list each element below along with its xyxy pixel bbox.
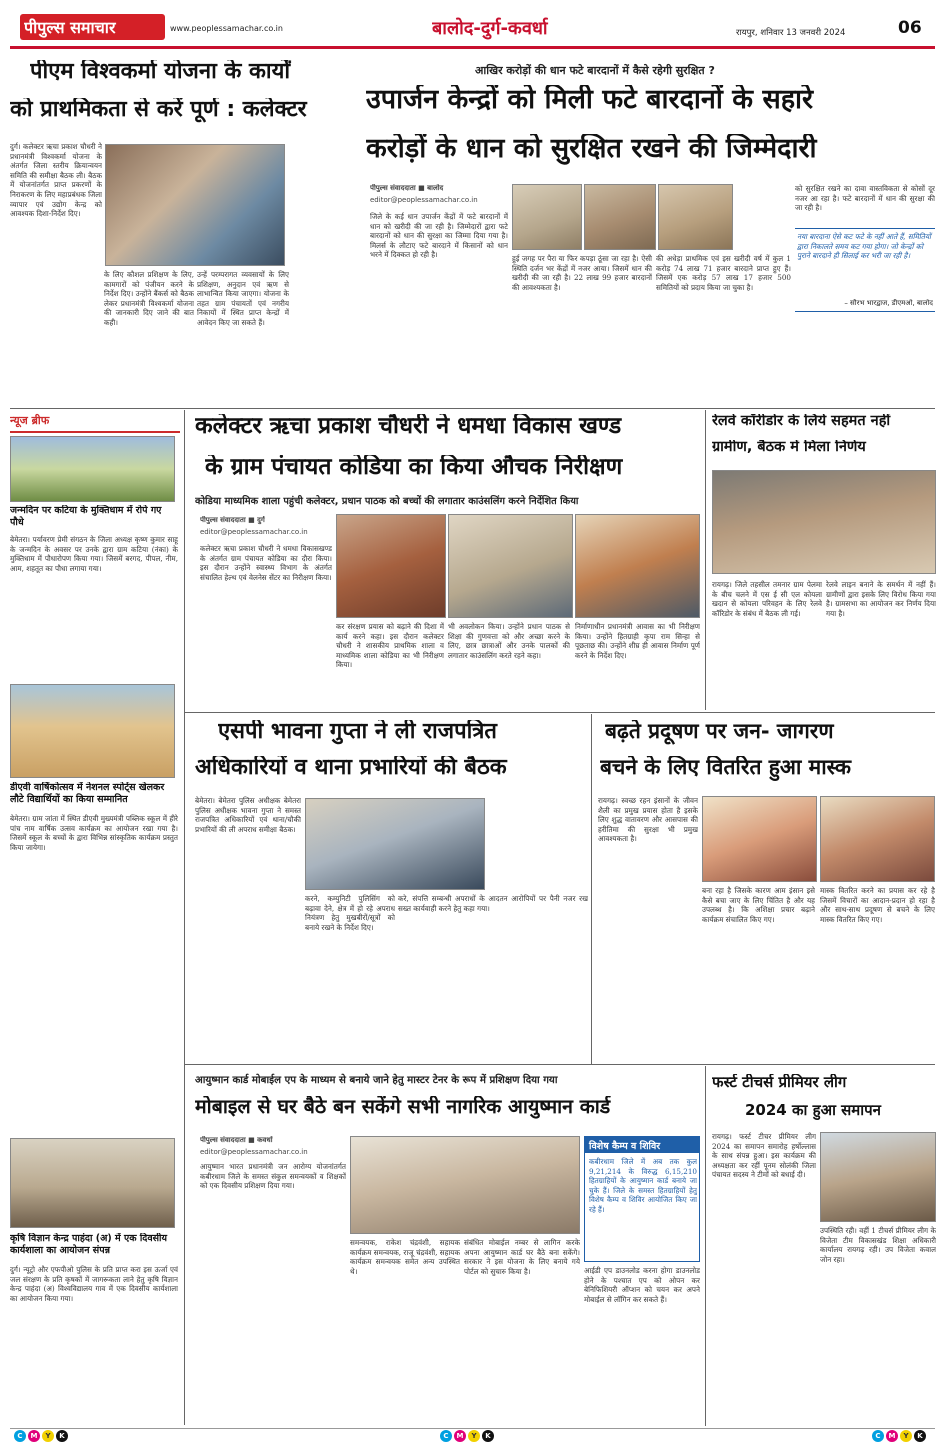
story2-quote-box xyxy=(795,228,935,312)
newsbrief-item1-text: बेमेतरा। पर्यावरण प्रेमी संगठन के जिला अध्यक्ष कृष्ण कुमार साहू के जन्मदिन के अवसर पर उनके द्वारा ग्राम कटिया (नंका) के मुक्तिधाम में पौधारोपण किया गया। जिसमें बरगद, पीपल, नीम, आम, शहतूत का पौधा लगाया गया। xyxy=(10,535,178,573)
story3-col2: कर संरक्षण प्रयास को बढ़ाने की दिशा में कार्य करने कहा। इस दौरान कलेक्टर चौधरी ने शासकीय प्राथमिक शाला व माध्यमिक शाला कोडिया का भी निरीक्षण किया। xyxy=(336,622,444,670)
newsbrief-item3-headline: कृषि विज्ञान केन्द्र पाहंदा (अ) में एक दिवसीय कार्यशाला का आयोजन संपन्न xyxy=(10,1233,167,1256)
story7-col2: समन्वयक, राकेश चंद्रवंशी, सहायक कार्यक्रम समन्वयक, राजू चंद्रवंशी, सहायक कार्यक्रम समन्वयक समेत अन्य उपस्थित थे। xyxy=(350,1238,460,1276)
story3-photo-2 xyxy=(448,514,573,618)
story7-box xyxy=(584,1136,700,1262)
story2-photo-3 xyxy=(658,184,733,250)
story4-col1: रायगढ़। जिले तहसील तमनार ग्राम पेलमा के बीच चलने में एस ई सी एल कोयला खदान से कोयला परिवहन के लिए रेलवे कॉरिडोर के संबंध में बैठक ली गई। xyxy=(712,580,822,618)
story8-photo xyxy=(820,1132,936,1222)
newsbrief-item1-headline: जन्मदिन पर कटिया के मुक्तिधाम में रोपे गए पौधे xyxy=(10,505,162,528)
story6-photo-1 xyxy=(702,796,817,882)
newsbrief-item2-headline: डीएवी वार्षिकोत्सव में नेशनल स्पोर्ट्स खेलकर लौटे विद्यार्थियों का किया सम्मानित xyxy=(10,782,165,805)
story5-photo xyxy=(305,798,485,890)
story5-col3: करे, संपत्ति सम्बन्धी अपराधों के आदतन आरोपियों पर पैनी नजर रख सख्त कार्यवाही करने हेतु कहा गया। xyxy=(398,894,588,913)
story3-col1: कलेक्टर ऋचा प्रकाश चौधरी ने धमधा विकासखण्ड के अंतर्गत ग्राम पंचायत कोडिया का दौरा किया। इस दौरान उन्होंने स्वास्थ्य विभाग के अंतर्गत संचालित हेल्थ एवं वेलनेस सेंटर का निरीक्षण किया। xyxy=(200,544,332,582)
story2-photo-2 xyxy=(584,184,656,250)
story2-headline-2: करोड़ों के धान को सुरक्षित रखने की जिम्मेदारी xyxy=(366,134,817,164)
newsbrief-photo-1 xyxy=(10,436,175,502)
divider-mid xyxy=(185,712,935,713)
story4-photo xyxy=(712,470,936,574)
story2-photo-1 xyxy=(512,184,582,250)
right-column-divider xyxy=(705,410,706,710)
story1-lead: दुर्ग। कलेक्टर ऋचा प्रकाश चौधरी ने प्रधानमंत्री विश्वकर्मा योजना के अंतर्गत जिला स्तरीय क्रियान्वयन समिति की समीक्षा बैठक ली। बैठक में योजनांतर्गत प्राप्त प्रकरणों के निराकरण के लिए महाप्रबंधक जिला व्यापार एवं उद्योग केन्द्र को आवश्यक दिशा-निर्देश दिए। xyxy=(10,142,102,219)
story5-headline-2: अधिकारियों व थाना प्रभारियों की बैठक xyxy=(195,756,507,780)
story7-email: editor@peoplessamachar.co.in xyxy=(200,1148,308,1156)
dateline: रायपुर, शनिवार 13 जनवरी 2024 xyxy=(736,28,846,38)
story1-photo xyxy=(105,144,285,266)
story7-col3: संबंधित मोबाईल नम्बर से लागिन करके अपना आयुष्मान कार्ड घर बैठे बना सकेंगे। सरकार ने इस योजना के लिए बनाये गये पोर्टल को सुचारु किया है। xyxy=(464,1238,580,1276)
story6-col2: बना रहा है जिसके कारण आम इंसान इसे कैसे बचा जाए के लिए चिंतित है और यह उपलब्ध है। कि अशिक्षा प्रचार बढ़ाने कार्यक्रम संचालित किए गए। xyxy=(702,886,815,924)
story4-col2: रेलवे लाइन बनाने के समर्थन में नहीं हैं। ग्रामीणों द्वारा इसके लिए विरोध किया गया है। ग्रामसभा का आयोजन कर निर्णय दिया गया है। xyxy=(826,580,936,618)
newsbrief-item3-text: दुर्ग। न्यूट्रो और एफपीओ पुलिस के प्रति प्राप्त करा इस ऊर्जा एवं जल संरक्षण के प्रति कृषकों में जागरूकता लाने हेतु कृषि विज्ञान केन्द्र पाहंदा (अ) विश्वविद्यालय गाव में एक दिवसीय कार्यशाला का आयोजन किया गया। xyxy=(10,1265,178,1303)
story2-byline: पीपुल्स संवाददाता ■ बालोद xyxy=(370,184,444,192)
story7-box-text: कबीरधाम जिले में अब तक कुल 9,21,214 के विरुद्ध 6,15,210 हितग्राहियों के आयुष्मान कार्ड बनाये जा चुके हैं। जिले के समस्त हितग्राहियों हेतु विशेष कैम्प व शिविर आयोजित किए जा रहे हैं। xyxy=(589,1157,697,1214)
story1-col2: के लिए कौशल प्रशिक्षण के लिए, कामगारों को पंजीयन करने के निर्देश दिए। उन्होंने बैंकर्स को बैठक लेकर प्रधानमंत्री विश्वकर्मा योजना की जानकारी दिए जाने की बात कही। xyxy=(104,270,194,327)
story3-byline: पीपुल्स संवाददाता ■ दुर्ग xyxy=(200,516,265,524)
story8-col1: रायगढ़। फर्स्ट टीचर प्रीमियर लीग 2024 का समापन समारोह हर्षोल्लास के साथ संपन्न हुआ। इस कार्यक्रम की अध्यक्षता कर रहीं पूनम सोलंकी जिला पंचायत सदस्य ने टीमों को बधाई दी। xyxy=(712,1132,816,1180)
newsbrief-photo-3 xyxy=(10,1138,175,1228)
story3-headline-1: कलेक्टर ऋचा प्रकाश चौधरी ने धमधा विकास खण्ड xyxy=(195,414,622,439)
newsbrief-item2-text: बेमेतरा। ग्राम जांता में स्थित डीएवी मुख्यमंत्री पब्लिक स्कूल में हीरे पांच नाम वार्षिक उत्सव कार्यक्रम का आयोजन रखा गया है। जिसमें स्कूल के बच्चों के द्वारा विभिन्न सांस्कृतिक कार्यक्रम प्रस्तुत किया जायेगा। xyxy=(10,814,178,852)
footer-rule xyxy=(10,1428,935,1429)
cmyk-marks-right: C M Y K xyxy=(872,1430,926,1442)
story1-headline-1: पीएम विश्वकर्मा योजना के कार्यों xyxy=(30,60,291,84)
story2-kicker: आखिर करोड़ों की धान फटे बारदानों में कैसे रहेगी सुरक्षित ? xyxy=(475,64,715,77)
story2-col3: की अधेड़ा प्राथमिक एवं इस खरीदी वर्ष में कुल 1 करोड़ 74 लाख 71 हजार बारदाने प्राप्त हुए हैं। जिसमें एक करोड़ 57 लाख 17 हजार 500 समितियों को प्रदाय किया जा चुका है। xyxy=(656,254,791,292)
story3-photo-1 xyxy=(336,514,446,618)
story3-email: editor@peoplessamachar.co.in xyxy=(200,528,308,536)
story5-col1: बेमेतरा। बेमेतरा पुलिस अधीक्षक बेमेतरा पुलिस अधीक्षक भावना गुप्ता ने समस्त राजपत्रित अधिकारियों एवं थाना/चौकी प्रभारियों की ली अपराध समीक्षा बैठक। xyxy=(195,796,301,834)
story7-col4: आईडी एप डाउनलोड करना होगा डाउनलोड होने के पश्चात एप को ओपन कर बेनिफिशियरी ऑप्शन को चयन कर अपने मोबाईल से लॉगिन कर सकते हैं। xyxy=(584,1266,700,1304)
story6-col1: रायगढ़। स्वच्छ रहन इंसानों के जीवन शैली का प्रमुख प्रयास होता है इसके लिए शुद्ध वातावरण और आसपास की हरीतिमा की सुरक्षा भी प्रमुख आवश्यकता है। xyxy=(598,796,698,844)
divider-top xyxy=(10,408,935,409)
newsbrief-label: न्यूज ब्रीफ xyxy=(10,414,50,427)
cmyk-marks-center: C M Y K xyxy=(440,1430,494,1442)
story7-headline: मोबाइल से घर बैठे बन सकेंगे सभी नागरिक आयुष्मान कार्ड xyxy=(195,1096,611,1118)
cmyk-marks-left: C M Y K xyxy=(14,1430,68,1442)
website: www.peoplessamachar.co.in xyxy=(170,24,283,33)
story2-quote: नया बारदाना ऐसे कट फटे के नहीं आते हैं, समितियों द्वारा निकालते समय कट गया होगा। जो केन्द्रों को पुराने बारदाने ही सिलाई कर भरी जा रही है। xyxy=(797,232,931,261)
newsbrief-rule xyxy=(10,431,180,433)
story8-headline-1: फर्स्ट टीचर्स प्रीमियर लीग xyxy=(712,1074,847,1091)
story2-headline-1: उपार्जन केन्द्रों को मिली फटे बारदानों के सहारे xyxy=(366,85,814,115)
left-column-divider xyxy=(184,410,185,1425)
masthead-rule xyxy=(10,46,935,49)
story1-headline-2: को प्राथमिकता से करें पूर्ण : कलेक्टर xyxy=(10,98,307,122)
story3-headline-2: के ग्राम पंचायत कोडिया का किया औचक निरीक्षण xyxy=(205,455,623,480)
story2-col1: जिले के कई धान उपार्जन केंद्रों में फटे बारदानों में धान को खरीदी की जा रही है। जिम्मेदारों द्वारा फटे बारदानों को धान की सुरक्षा का जिम्मा दिया गया है। मिलर्स के लौटाए फटे बारदाने में किसानों को धान भरने में दिक्कत हो रही है। xyxy=(370,212,508,260)
paper-name: पीपुल्स समाचार xyxy=(24,18,116,37)
story5-headline-1: एसपी भावना गुप्ता ने ली राजपत्रित xyxy=(218,720,497,744)
story3-subhead: कोडिया माध्यमिक शाला पहुंची कलेक्टर, प्रधान पाठक को बच्चों की लगातार काउंसलिंग करने निर्देशित किया xyxy=(195,496,579,507)
page-number: 06 xyxy=(898,18,922,38)
story8-divider xyxy=(705,1066,706,1426)
story8-headline-2: 2024 का हुआ समापन xyxy=(745,1102,881,1119)
story6-divider xyxy=(591,714,592,1064)
story2-email: editor@peoplessamachar.co.in xyxy=(370,196,478,204)
story5-col2: करने, कम्युनिटी पुलिसिंग को बढ़ावा देने, क्षेत्र में हो रहे अपराध नियंत्रण हेतु मुखबीरों/सूत्रों को बनाये रखने के निर्देश दिए। xyxy=(305,894,395,932)
story6-col3: मास्क वितरित करने का प्रयास कर रहे है जिसमें विचारों का आदान-प्रदान हो रहा है और साथ-साथ प्रदूषण से बचने के लिए मास्क वितरित किए गए। xyxy=(820,886,935,924)
story6-photo-2 xyxy=(820,796,935,882)
story6-headline-1: बढ़ते प्रदूषण पर जन- जागरण xyxy=(605,720,834,743)
edition-name: बालोद-दुर्ग-कवर्धा xyxy=(432,18,548,39)
story7-photo xyxy=(350,1136,580,1234)
story3-col3: भी अवलोकन किया। उन्होंने प्रधान पाठक से शिक्षा की गुणवत्ता को और अच्छा करने के लिए, छात्र छात्राओं और उनके पालकों की लगातार काउंसलिंग करते रहने कहा। xyxy=(448,622,570,660)
story8-col2: उपस्थिति रही। वहीं 1 टीचर्स प्रीमियर लीग के विजेता टीम विकासखंड शिक्षा अधिकारी कार्यालय रायगढ़ रही। उप विजेता कवाल जोन रहा। xyxy=(820,1226,936,1264)
story7-byline: पीपुल्स संवाददाता ■ कवर्धा xyxy=(200,1136,273,1144)
masthead xyxy=(0,0,945,52)
story3-col4: निर्माणाधीन प्रधानमंत्री आवास का भी निरीक्षण किया। उन्होंने हितग्राही कृपा राम सिन्हा से पूछताछ की। उन्होंने शीघ्र ही आवास निर्माण पूर्ण करने के निर्देश दिए। xyxy=(575,622,700,660)
divider-low xyxy=(185,1064,935,1065)
story7-box-title: विशेष कैम्प व शिविर xyxy=(585,1137,699,1153)
story2-quote-author: – सौरभ भारद्वाज, डीएमओ, बालोद xyxy=(844,299,933,307)
story6-headline-2: बचने के लिए वितरित हुआ मास्क xyxy=(600,756,851,779)
newsbrief-photo-2 xyxy=(10,684,175,778)
story7-col1: आयुष्मान भारत प्रधानमंत्री जन आरोग्य योजनांतर्गत कबीरधाम जिले के समस्त संकुल समन्वयकों व शिक्षकों को एक दिवसीय प्रशिक्षण दिया गया। xyxy=(200,1162,346,1191)
story2-col2: हुई जगह पर पैरा या फिर कपड़ा ठूंसा जा रहा है। ऐसी स्थिति दर्जन भर केंद्रों में नजर आया। जिसमें धान की खरीदी की जा रही है। 22 लाख 99 हजार बारदानों की आवश्यकता है। xyxy=(512,254,652,292)
story4-headline-1: रेलवे कॉरीडोर के लिये सहमत नहीं xyxy=(712,414,891,429)
story2-col4: को सुरक्षित रखने का दावा वास्तविकता से कोसों दूर नजर आ रहा है। फटे बारदानों में धान की सुरक्षा की जा रही है। xyxy=(795,184,935,213)
story3-photo-3 xyxy=(575,514,700,618)
story4-headline-2: ग्रामीण, बैठक में मिला निर्णय xyxy=(712,440,866,455)
story1-col3: उन्हें परम्परागत व्यवसायों के लिए प्रशिक्षण, अनुदान एवं ऋण से लाभान्वित किया जाएगा। योजना के तहत ग्राम पंचायतों एवं नगरीय निकायों में स्थित प्राप्त केन्द्रों में आवेदन किए जा सकते हैं। xyxy=(197,270,289,327)
story7-kicker: आयुष्मान कार्ड मोबाईल एप के माध्यम से बनाये जाने हेतु मास्टर टेनर के रूप में प्रशिक्षण दिया गया xyxy=(195,1075,558,1086)
